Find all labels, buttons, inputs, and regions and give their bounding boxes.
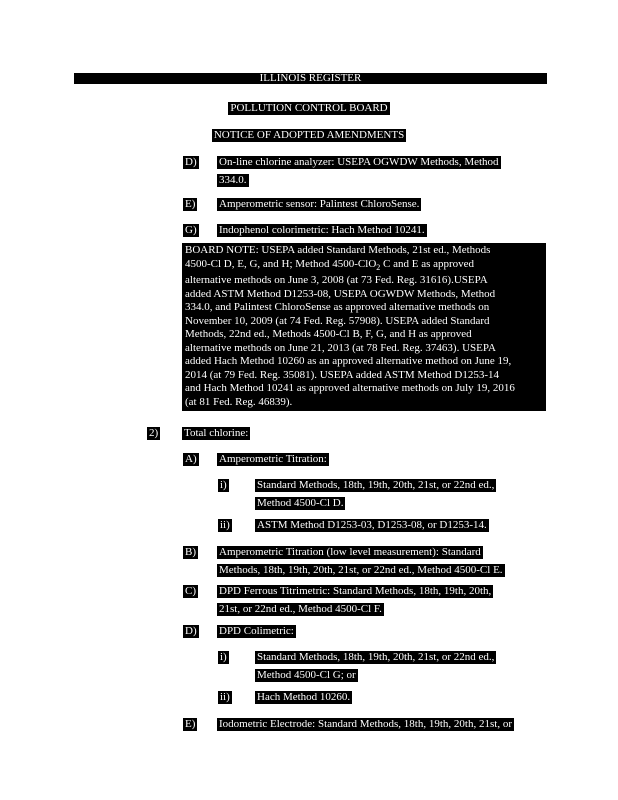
total-a-i-text — [255, 475, 496, 511]
total-d-title: DPD Colimetric: — [219, 625, 294, 637]
board-note-line: and Hach Method 10241 as approved alternative methods on July 19, 2016 — [185, 382, 515, 395]
total-e-label-wrap — [183, 714, 197, 732]
total-b-text — [217, 542, 505, 578]
total-title: Total chlorine: — [184, 427, 249, 439]
total-d-ii-label-wrap — [218, 687, 232, 705]
board-note-line: November 10, 2009 (at 74 Fed. Reg. 57908). USEPA added Standard — [185, 314, 490, 327]
total-a-i-line1: Standard Methods, 18th, 19th, 20th, 21st, or 22nd ed., — [257, 479, 495, 491]
board-note-line: BOARD NOTE: USEPA added Standard Methods, 21st ed., Methods — [185, 244, 491, 256]
total-c-label-wrap — [183, 581, 198, 599]
total-d-label-wrap — [183, 621, 199, 639]
total-c-text — [217, 581, 493, 617]
total-label-wrap — [147, 423, 160, 441]
board-note-line: Methods, 22nd ed., Methods 4500-Cl B, F, G, and H as approved — [185, 328, 472, 341]
item-d-line1: On-line chlorine analyzer: USEPA OGWDW Methods, Method — [219, 156, 499, 168]
item-e-label: E) — [185, 198, 196, 210]
total-b-label: B) — [185, 546, 196, 558]
board-note-line: 4500-Cl D, E, G, and H; Method 4500-ClO$_2$ C and E as approved — [185, 257, 475, 272]
board-note-line: 334.0, and Palintest ChloroSense as approved alternative methods on — [185, 301, 490, 314]
total-a-title: Amperometric Titration: — [219, 453, 327, 465]
total-d-ii-text — [255, 687, 352, 705]
item-e-label-wrap — [183, 194, 197, 212]
total-d-i-label-wrap — [218, 647, 229, 665]
total-c-line1: DPD Ferrous Titrimetric: Standard Methods, 18th, 19th, 20th, — [219, 585, 492, 597]
item-d-label: D) — [185, 156, 197, 168]
total-e-label: E) — [185, 718, 196, 730]
total-d-i-line2: Method 4500-Cl G; or — [257, 669, 356, 681]
board-note-line: added ASTM Method D1253-08, USEPA OGWDW Methods, Method — [185, 287, 496, 300]
total-a-title-wrap — [217, 449, 329, 467]
total-b-line1: Amperometric Titration (low level measurement): Standard — [219, 546, 481, 558]
total-a-i-line2: Method 4500-Cl D. — [257, 497, 344, 509]
item-e-text — [217, 194, 421, 212]
total-d-ii-label: ii) — [220, 691, 230, 703]
board-note — [182, 243, 546, 411]
item-g-line: Indophenol colorimetric: Hach Method 10241. — [219, 224, 425, 236]
total-a-label-wrap — [183, 449, 199, 467]
notice-title-row — [0, 125, 618, 143]
total-a-ii-line: ASTM Method D1253-03, D1253-08, or D1253-14. — [257, 519, 487, 531]
total-a-ii-label-wrap — [218, 515, 232, 533]
board-note-line: alternative methods on June 3, 2008 (at 73 Fed. Reg. 31616).USEPA — [185, 274, 488, 287]
item-g-label: G) — [185, 224, 197, 236]
total-e-text — [217, 714, 514, 732]
item-g-text — [217, 220, 427, 238]
total-d-title-wrap — [217, 621, 296, 639]
item-g-label-wrap — [183, 220, 199, 238]
total-d-ii-line: Hach Method 10260. — [257, 691, 351, 703]
board-name-row — [0, 98, 618, 116]
board-note-line: 2014 (at 79 Fed. Reg. 35081). USEPA added ASTM Method D1253-14 — [185, 368, 500, 381]
board-note-line: alternative methods on June 21, 2013 (at 78 Fed. Reg. 37463). USEPA — [185, 341, 496, 354]
board-note-line: added Hach Method 10260 as an approved alternative method on June 19, — [185, 355, 512, 368]
total-title-wrap — [182, 423, 250, 441]
notice-title: NOTICE OF ADOPTED AMENDMENTS — [213, 129, 405, 141]
total-a-ii-text — [255, 515, 489, 533]
total-a-label: A) — [185, 453, 197, 465]
item-d-line2: 334.0. — [219, 174, 247, 186]
total-a-ii-label: ii) — [220, 519, 230, 531]
total-d-i-label: i) — [220, 651, 227, 663]
register-title: ILLINOIS REGISTER — [259, 72, 362, 84]
board-note-line: (at 81 Fed. Reg. 46839). — [185, 395, 293, 408]
total-label: 2) — [149, 427, 159, 439]
total-b-label-wrap — [183, 542, 198, 560]
register-header — [74, 73, 547, 84]
board-name: POLLUTION CONTROL BOARD — [230, 102, 388, 114]
total-b-line2: Methods, 18th, 19th, 20th, 21st, or 22nd ed., Method 4500-Cl E. — [219, 564, 503, 576]
total-c-line2: 21st, or 22nd ed., Method 4500-Cl F. — [219, 603, 382, 615]
total-a-i-label-wrap — [218, 475, 229, 493]
total-c-label: C) — [185, 585, 196, 597]
total-a-i-label: i) — [220, 479, 227, 491]
item-e-line: Amperometric sensor: Palintest ChloroSense. — [219, 198, 420, 210]
item-d-text — [217, 152, 501, 188]
total-d-i-text — [255, 647, 496, 683]
total-e-line: Iodometric Electrode: Standard Methods, 18th, 19th, 20th, 21st, or — [219, 718, 512, 730]
total-d-label: D) — [185, 625, 197, 637]
item-d-label-wrap — [183, 152, 199, 170]
total-d-i-line1: Standard Methods, 18th, 19th, 20th, 21st, or 22nd ed., — [257, 651, 495, 663]
